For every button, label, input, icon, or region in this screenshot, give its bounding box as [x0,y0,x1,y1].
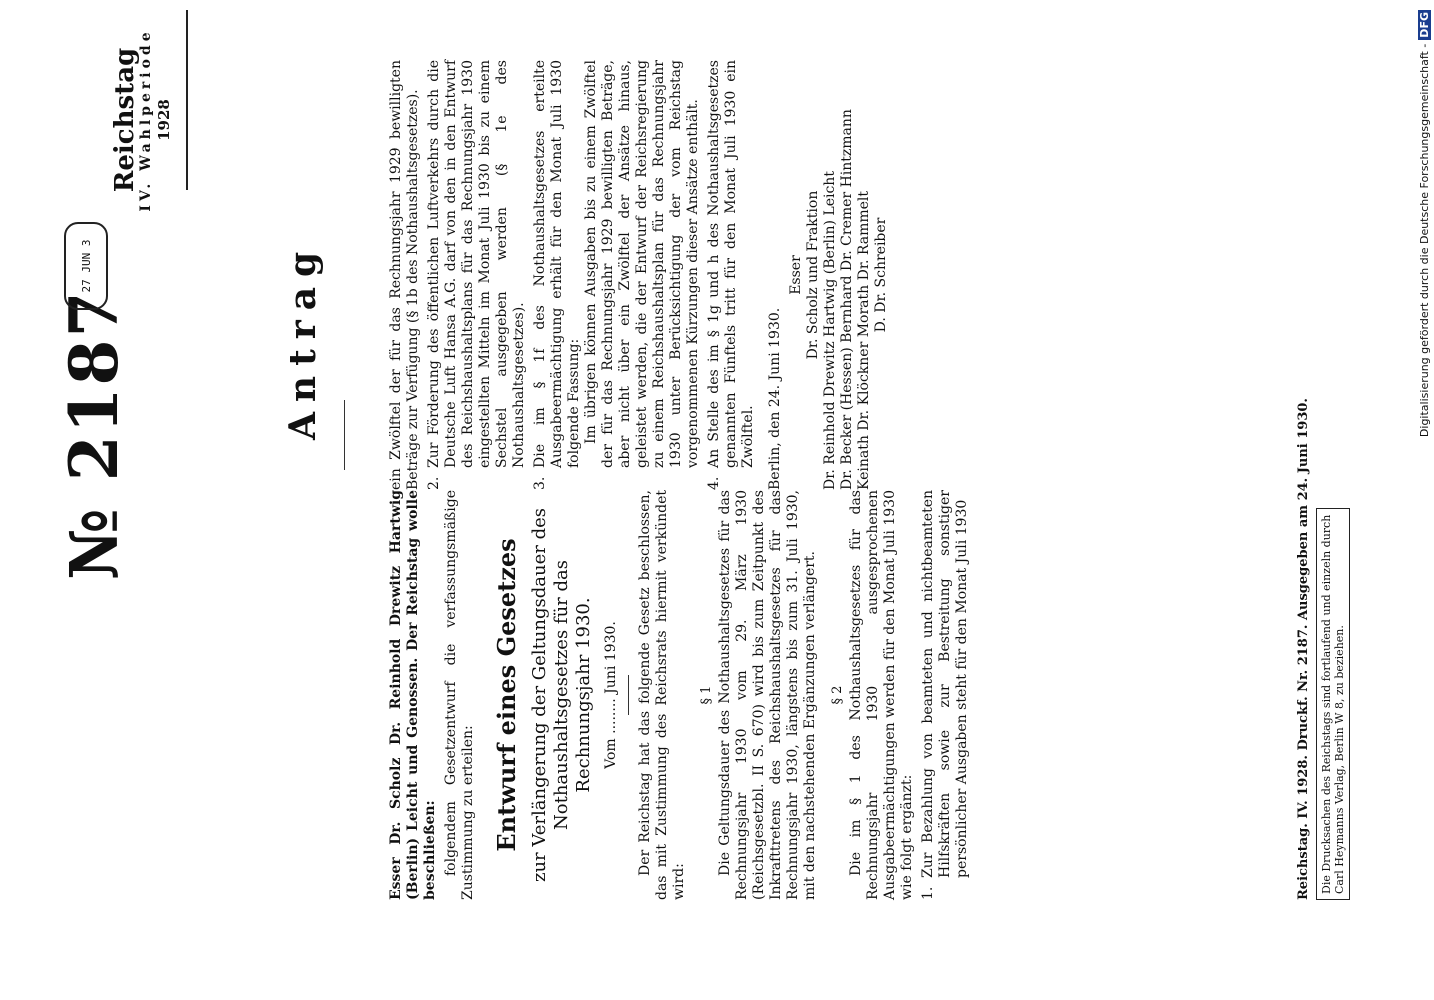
left-column [388,490,975,900]
section-1-text: Die Geltungsdauer des Nothaushaltsgesetzes für das Rechnungsjahr 1930 vom 29. März 1930 (Reichsgesetzbl. II S. 670) wird bis zum Zeitpunkt des Inkrafttretens des Reichshaushaltsgesetzes für das Rechnungsjahr 1930, längstens bis zum 31. Juli 1930, mit den nachstehenden Ergänzungen verlängert. [717,490,818,900]
signature-line: Keinath Dr. Klöckner Morath Dr. Rammelt [856,190,872,490]
header-year: 1928 [155,99,173,141]
header-rule [186,10,188,190]
item-text: Zur Bezahlung von beamteten und nichtbeamteten Hilfskräften sowie zur Bestreitung sonstiger persönlicher Ausgaben steht für den Monat Juli 1930 [920,490,970,878]
preamble: Der Reichstag hat das folgende Gesetz beschlossen, das mit Zustimmung des Reichsrats hiermit verkündet wird: [637,490,687,900]
divider [628,675,629,715]
date-stamp: 27 JUN 3 [64,222,108,310]
draft-title: Entwurf eines Gesetzes [492,538,521,852]
list-item [706,60,757,490]
page-title: Antrag [282,241,324,440]
item-number: 4. [706,476,722,490]
document-number: № 2187 [55,289,133,580]
intro-text: folgendem Gesetzentwurf die verfassungsmäßige Zustimmung zu erteilen: [443,490,476,900]
digitization-note [1418,10,1431,870]
item-text: Die im § 1f des Nothaushaltsgesetzes erteilte Ausgabeermächtigung erhält für den Monat Juli 1930 folgende Fassung: [532,60,582,468]
title-rule [344,400,345,470]
proposers: Esser Dr. Scholz Dr. Reinhold Drewitz Hartwig (Berlin) Leicht und Genossen. Der Reichstag wolle beschließen: [388,490,438,900]
section-2-text: Die im § 1 des Nothaushaltsgesetzes für das Rechnungsjahr 1930 ausgesprochenen Ausgabeermächtigungen werden für den Monat Juli 1930 wie folgt ergänzt: [848,490,915,900]
signature-head: Esser [788,255,804,295]
signature-line: Dr. Scholz und Fraktion [805,190,821,360]
right-column [388,60,890,490]
section-2-label: § 2 [830,685,845,705]
legislative-period: IV. Wahlperiode [138,28,154,212]
list-item [426,60,528,490]
draft-subtitle: zur Verlängerung der Geltungsdauer des Nothaushaltsgesetzes für das Rechnungsjahr 1930. [529,508,594,883]
footer-notice: Die Drucksachen des Reichstags sind fortlaufend und einzeln durch Carl Heymanns Verlag, Berlin W 8, zu beziehen. [1316,508,1350,900]
list-item [920,490,971,900]
section-1-label: § 1 [699,685,714,705]
item-number: 2. [426,476,442,490]
footer-imprint: Reichstag. IV. 1928. Druckf. Nr. 2187. Ausgegeben am 24. Juni 1930. [1296,398,1311,900]
date-line: Vom ........ Juni 1930. [603,621,619,769]
continued-text: ein Zwölftel der für das Rechnungsjahr 1929 bewilligten Beträge zur Verfügung (§ 1b des Nothaushaltsgesetzes). [388,60,421,490]
date-place: Berlin, den 24. Juni 1930. [767,307,783,490]
item-text: An Stelle des im § 1g und h des Nothaushaltsgesetzes genannten Fünftels tritt für den Monat Juli 1930 ein Zwölftel. [706,60,756,468]
item-number: 3. [532,476,548,490]
dfg-logo: DFG [1418,12,1431,38]
item-number: 1. [920,886,936,900]
dfg-text: Digitalisierung gefördert durch die Deutsche Forschungsgemeinschaft - [1418,43,1431,438]
item-text: Zur Förderung des öffentlichen Luftverkehrs durch die Deutsche Luft Hansa A.G. darf von den in den Entwurf des Reichshaushaltsplans für das Rechnungsjahr 1930 eingestellten Mitteln im Monat Juli 1930 bis zu einem Sechstel ausgegeben werden (§ 1e des Nothaushaltsgesetzes). [426,60,527,468]
signature-line: Dr. Becker (Hessen) Bernhard Dr. Cremer Hintzmann [839,109,855,490]
signature-line: Dr. Reinhold Drewitz Hartwig (Berlin) Leicht [822,171,838,490]
list-item [532,60,702,490]
item-quote: Im übrigen können Ausgaben bis zu einem Zwölftel der für das Rechnungsjahr 1929 bewilligten Beträge, aber nicht über ein Zwölftel der Ansätze hinaus, geleistet werden, die der Entwurf der Reichsregierung zu einem Reichshaushaltsplan für das Rechnungsjahr 1930 unter Berücksichtigung der vom Reichstag vorgenommenen Kürzungen dieser Ansätze enthält. [583,60,701,468]
signature-line: D. Dr. Schreiber [873,217,889,333]
institution-name: Reichstag [110,47,140,193]
